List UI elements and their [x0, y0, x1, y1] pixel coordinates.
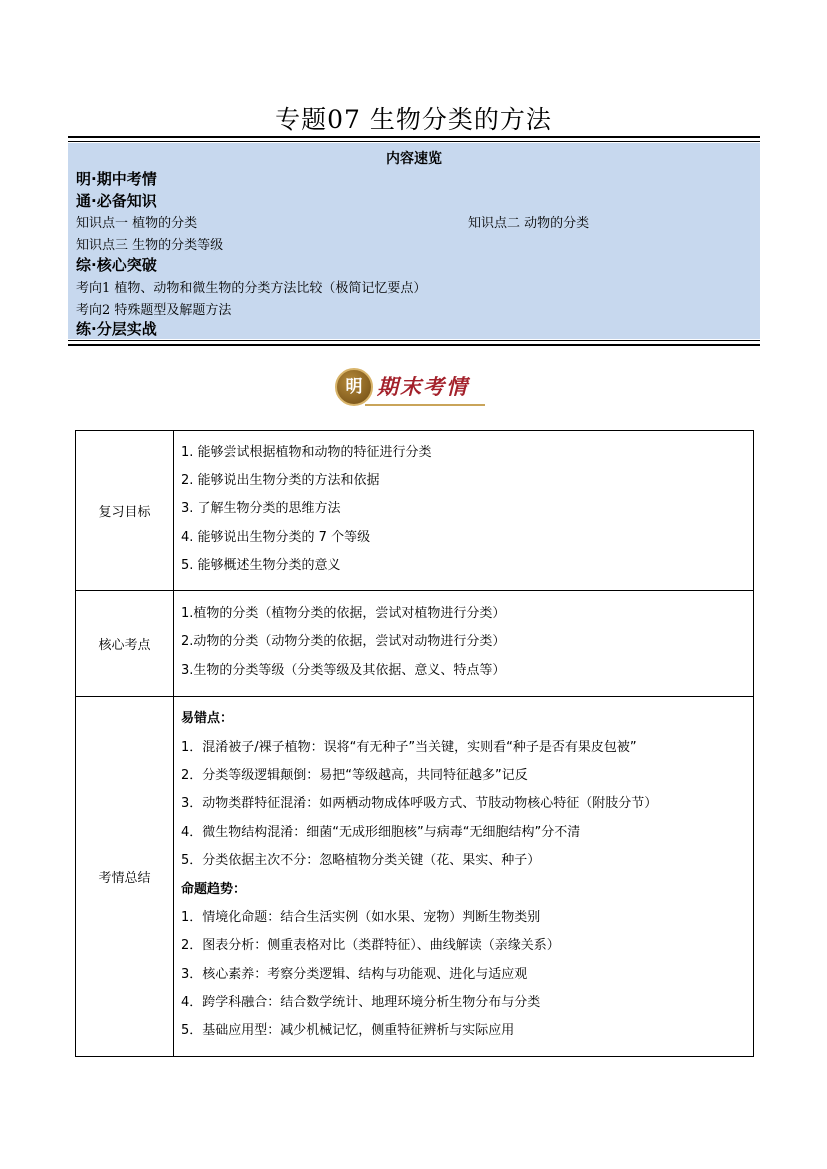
badge-underline — [365, 404, 485, 406]
badge-seal-icon: 明 — [335, 368, 373, 406]
divider — [68, 340, 760, 341]
list-item: 1．混淆被子/裸子植物：误将“有无种子”当关键，实则看“种子是否有果皮包被” — [181, 739, 637, 755]
overview-section-4[interactable]: 练·分层实战 — [76, 320, 157, 338]
row-content — [174, 591, 754, 697]
page-title: 专题07 生物分类的方法 — [275, 105, 552, 134]
list-item: 2. 能够说出生物分类的方法和依据 — [181, 472, 380, 488]
list-item: 2．分类等级逻辑颠倒：易把“等级越高，共同特征越多”记反 — [181, 767, 528, 783]
list-item: 4. 能够说出生物分类的 7 个等级 — [181, 529, 371, 545]
table-row — [76, 697, 754, 1057]
overview-heading: 内容速览 — [386, 151, 442, 167]
list-item: 4．跨学科融合：结合数学统计、地理环境分析生物分布与分类 — [181, 995, 541, 1011]
overview-direction-2[interactable]: 考向2 特殊题型及解题方法 — [76, 303, 232, 318]
subheading-trends: 命题趋势： — [181, 881, 247, 897]
overview-knowledge-1[interactable]: 知识点一 植物的分类 — [76, 216, 198, 231]
table-row — [76, 431, 754, 591]
divider — [68, 141, 760, 142]
list-item: 1. 能够尝试根据植物和动物的特征进行分类 — [181, 444, 432, 460]
row-label: 核心考点 — [76, 591, 174, 697]
list-item: 4．微生物结构混淆：细菌“无成形细胞核”与病毒“无细胞结构”分不清 — [181, 824, 581, 840]
row-label: 考情总结 — [76, 697, 174, 1057]
list-item: 3．核心素养：考察分类逻辑、结构与功能观、进化与适应观 — [181, 966, 528, 982]
list-item: 3．动物类群特征混淆：如两栖动物成体呼吸方式、节肢动物核心特征（附肢分节） — [181, 796, 658, 812]
overview-section-2[interactable]: 通·必备知识 — [76, 192, 157, 210]
row-content — [174, 431, 754, 591]
row-content — [174, 697, 754, 1057]
list-item: 5．分类依据主次不分：忽略植物分类关键（花、果实、种子） — [181, 853, 541, 869]
badge-title: 期末考情 — [377, 374, 469, 399]
overview-knowledge-2[interactable]: 知识点二 动物的分类 — [468, 216, 590, 231]
overview-section-1[interactable]: 明·期中考情 — [76, 170, 157, 188]
divider — [68, 136, 760, 138]
overview-section-3[interactable]: 综·核心突破 — [76, 256, 157, 274]
section-badge — [335, 366, 495, 410]
list-item: 5. 能够概述生物分类的意义 — [181, 558, 341, 574]
list-item: 1.植物的分类（植物分类的依据，尝试对植物进行分类） — [181, 605, 506, 621]
overview-knowledge-3[interactable]: 知识点三 生物的分类等级 — [76, 238, 224, 253]
list-item: 3. 了解生物分类的思维方法 — [181, 501, 341, 517]
list-item: 2.动物的分类（动物分类的依据，尝试对动物进行分类） — [181, 634, 506, 650]
list-item: 3.生物的分类等级（分类等级及其依据、意义、特点等） — [181, 662, 506, 678]
subheading-errors: 易错点： — [181, 711, 234, 727]
exam-info-table — [75, 430, 754, 1057]
row-label: 复习目标 — [76, 431, 174, 591]
list-item: 1．情境化命题：结合生活实例（如水果、宠物）判断生物类别 — [181, 909, 541, 925]
table-row — [76, 591, 754, 697]
list-item: 5．基础应用型：减少机械记忆，侧重特征辨析与实际应用 — [181, 1023, 515, 1039]
content-overview-box — [68, 143, 760, 339]
overview-direction-1[interactable]: 考向1 植物、动物和微生物的分类方法比较（极简记忆要点） — [76, 281, 427, 296]
list-item: 2．图表分析：侧重表格对比（类群特征）、曲线解读（亲缘关系） — [181, 938, 560, 954]
divider — [68, 344, 760, 346]
